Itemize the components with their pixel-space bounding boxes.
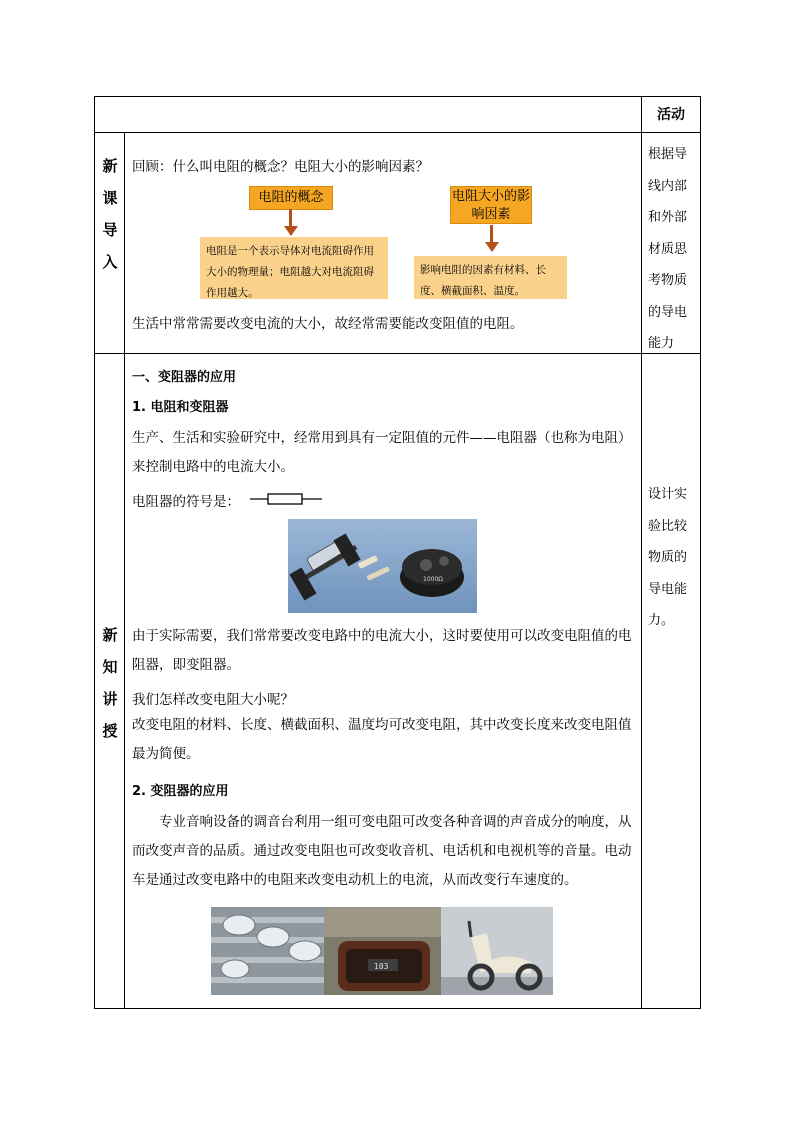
factors-box: 影响电阻的因素有材料、长度、横截面积、温度。 [414, 256, 567, 299]
table-border-top [94, 96, 701, 97]
question-text: 我们怎样改变电阻大小呢？ [132, 692, 294, 708]
table-border-row1 [94, 353, 701, 354]
concept-arrow [289, 209, 292, 227]
paragraph-change-resistance: 改变电阻的材料、长度、横截面积、温度均可改变电阻，其中改变长度来改变电阻值最为简便。 [132, 717, 632, 762]
intro-summary: 生活中常常需要改变电流的大小，故经常需要能改变阻值的电阻。 [132, 316, 524, 332]
subheading-resistor: 1. 电阻和变阻器 [132, 400, 229, 415]
concept-arrow-head [284, 226, 298, 236]
label-char: 新 [102, 157, 118, 175]
scooter-photo [441, 907, 553, 995]
table-border-header [94, 132, 701, 133]
teaching-activity: 设计实验比较物质的导电能力。 [648, 487, 688, 628]
resistor-photo [288, 519, 477, 613]
concept-box: 电阻是一个表示导体对电流阻碍作用大小的物理量；电阻越大对电流阻碍作用越大。 [200, 237, 388, 299]
activity-header: 活动 [657, 107, 685, 123]
intro-activity: 根据导线内部和外部材质思考物质的导电能力 [648, 147, 688, 351]
dial-label: 1000Ω [423, 576, 443, 583]
paragraph-resistor: 生产、生活和实验研究中，经常用到具有一定阻值的元件——电阻器（也称为电阻）来控制电路中的电流大小。 [132, 430, 632, 475]
factors-arrow-head [485, 242, 499, 252]
resistor-symbol [250, 490, 322, 508]
label-char: 讲 [102, 690, 118, 708]
review-question: 回顾：什么叫电阻的概念？电阻大小的影响因素？ [132, 159, 429, 175]
concept-title: 电阻的概念 [249, 186, 333, 210]
section-heading: 一、变阻器的应用 [132, 370, 237, 385]
table-border-activity-col [641, 96, 642, 1009]
label-char: 新 [102, 626, 118, 644]
paragraph-rheostat: 由于实际需要，我们常常要改变电路中的电流大小，这时要使用可以改变电阻值的电阻器，即变阻器。 [132, 628, 632, 673]
label-char: 课 [102, 189, 118, 207]
factors-title: 电阻大小的影响因素 [450, 186, 532, 224]
symbol-label: 电阻器的符号是： [132, 494, 240, 510]
subheading-application: 2. 变阻器的应用 [132, 784, 229, 799]
radio-display: 103 [374, 962, 389, 971]
table-border-bottom [94, 1008, 701, 1009]
label-char: 入 [102, 253, 118, 271]
paragraph-application: 专业音响设备的调音台利用一组可变电阻可改变各种音调的声音成分的响度，从而改变声音的品质。通过改变电阻也可改变收音机、电话机和电视机等的音量。电动车是通过改变电路中的电阻来改变电动机上的电流，从而改变行车速度的。 [132, 814, 632, 888]
label-char: 授 [102, 722, 118, 740]
radio-photo [324, 907, 441, 995]
factors-arrow [490, 225, 493, 243]
table-border-right [700, 96, 701, 1009]
label-char: 知 [102, 658, 118, 676]
label-char: 导 [102, 221, 118, 239]
mixer-photo [211, 907, 324, 995]
